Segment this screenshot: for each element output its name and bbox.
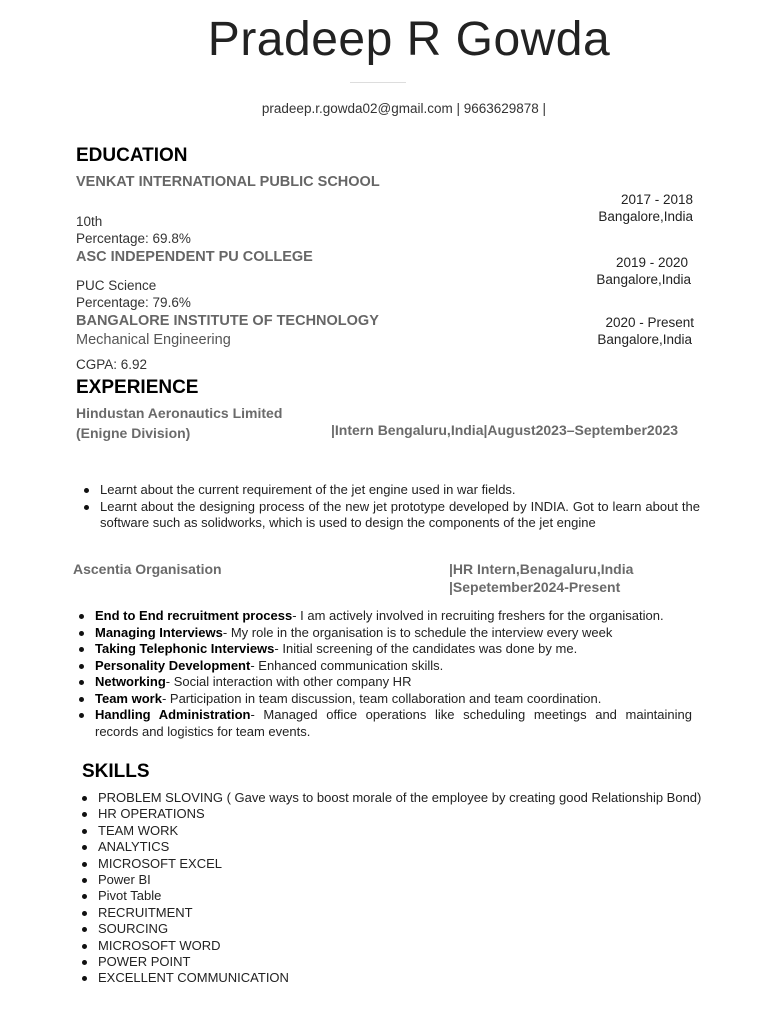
education-location-3: Bangalore,India — [597, 332, 692, 347]
hal-bullet-list — [80, 482, 700, 532]
education-location-2: Bangalore,India — [596, 272, 691, 287]
list-item: ANALYTICS — [78, 839, 738, 855]
education-score-2: Percentage: 79.6% — [76, 295, 191, 310]
hal-role: |Intern Bengaluru,India|August2023–September2023 — [331, 422, 679, 438]
bullet-title: Networking — [95, 674, 166, 689]
list-item — [75, 625, 692, 642]
ascentia-role: |HR Intern,Benagaluru,India — [449, 561, 634, 577]
bullet-text: - Enhanced communication skills. — [250, 657, 444, 673]
list-item — [75, 674, 692, 691]
contact-line: pradeep.r.gowda02@gmail.com | 9663629878 | — [261, 101, 547, 116]
list-item — [75, 658, 692, 675]
education-institution-3: BANGALORE INSTITUTE OF TECHNOLOGY — [76, 313, 379, 329]
education-level-1: 10th — [76, 214, 103, 229]
list-item: HR OPERATIONS — [78, 806, 738, 822]
hal-company-name: Hindustan Aeronautics Limited — [76, 405, 283, 421]
bullet-title: Taking Telephonic Interviews — [95, 641, 275, 656]
education-years-3: 2020 - Present — [605, 315, 694, 330]
ascentia-dates: |Sepetember2024-Present — [449, 579, 621, 595]
bullet-text: - Participation in team discussion, team collaboration and team coordination. — [161, 690, 602, 706]
bullet-text: - Managed office operations like scheduling meetings and maintaining records and logistics for team events. — [95, 707, 692, 739]
list-item: Pivot Table — [78, 888, 738, 904]
bullet-title: End to End recruitment process — [95, 608, 293, 623]
education-institution-2: ASC INDEPENDENT PU COLLEGE — [76, 249, 313, 265]
education-heading: EDUCATION — [76, 145, 188, 166]
education-institution-1: VENKAT INTERNATIONAL PUBLIC SCHOOL — [76, 174, 380, 190]
bullet-text: - Social interaction with other company HR — [165, 674, 412, 689]
bullet-title: Team work — [95, 690, 162, 706]
list-item: MICROSOFT EXCEL — [78, 856, 738, 872]
bullet-title: Managing Interviews — [95, 624, 223, 640]
ascentia-company-name: Ascentia Organisation — [73, 561, 222, 577]
list-item: PROBLEM SLOVING ( Gave ways to boost morale of the employee by creating good Relationship Bond) — [78, 790, 738, 806]
skills-list — [78, 790, 738, 987]
list-item: SOURCING — [78, 921, 738, 937]
education-years-1: 2017 - 2018 — [620, 192, 693, 207]
list-item — [75, 608, 692, 625]
education-location-1: Bangalore,India — [598, 209, 693, 224]
skills-heading: SKILLS — [82, 761, 150, 782]
list-item: Learnt about the current requirement of the jet engine used in war fields. — [80, 482, 700, 499]
list-item — [75, 707, 692, 740]
list-item: Power BI — [78, 872, 738, 888]
hal-company-division: (Enigne Division) — [76, 425, 191, 441]
list-item — [75, 641, 692, 658]
header-divider — [350, 82, 406, 83]
bullet-title: Handling Administration — [95, 707, 251, 722]
education-score-1: Percentage: 69.8% — [76, 231, 191, 246]
bullet-text: - My role in the organisation is to schedule the interview every week — [222, 624, 613, 640]
education-level-2: PUC Science — [76, 278, 157, 293]
list-item — [75, 691, 692, 708]
list-item: MICROSOFT WORD — [78, 938, 738, 954]
list-item: TEAM WORK — [78, 823, 738, 839]
list-item: RECRUITMENT — [78, 905, 738, 921]
ascentia-bullet-list — [75, 608, 692, 740]
bullet-text: - I am actively involved in recruiting freshers for the organisation. — [292, 608, 664, 623]
list-item: Learnt about the designing process of the new jet prototype developed by INDIA. Got to learn about the software such as solidworks, which is used to design the components of the jet engine — [80, 499, 700, 532]
bullet-text: - Initial screening of the candidates was done by me. — [274, 641, 578, 656]
experience-heading: EXPERIENCE — [76, 377, 199, 398]
education-level-3: Mechanical Engineering — [76, 332, 231, 348]
education-years-2: 2019 - 2020 — [615, 255, 688, 270]
candidate-name: Pradeep R Gowda — [207, 13, 611, 66]
bullet-title: Personality Development — [95, 657, 251, 673]
list-item: EXCELLENT COMMUNICATION — [78, 970, 738, 986]
list-item: POWER POINT — [78, 954, 738, 970]
education-score-3: CGPA: 6.92 — [76, 357, 148, 372]
